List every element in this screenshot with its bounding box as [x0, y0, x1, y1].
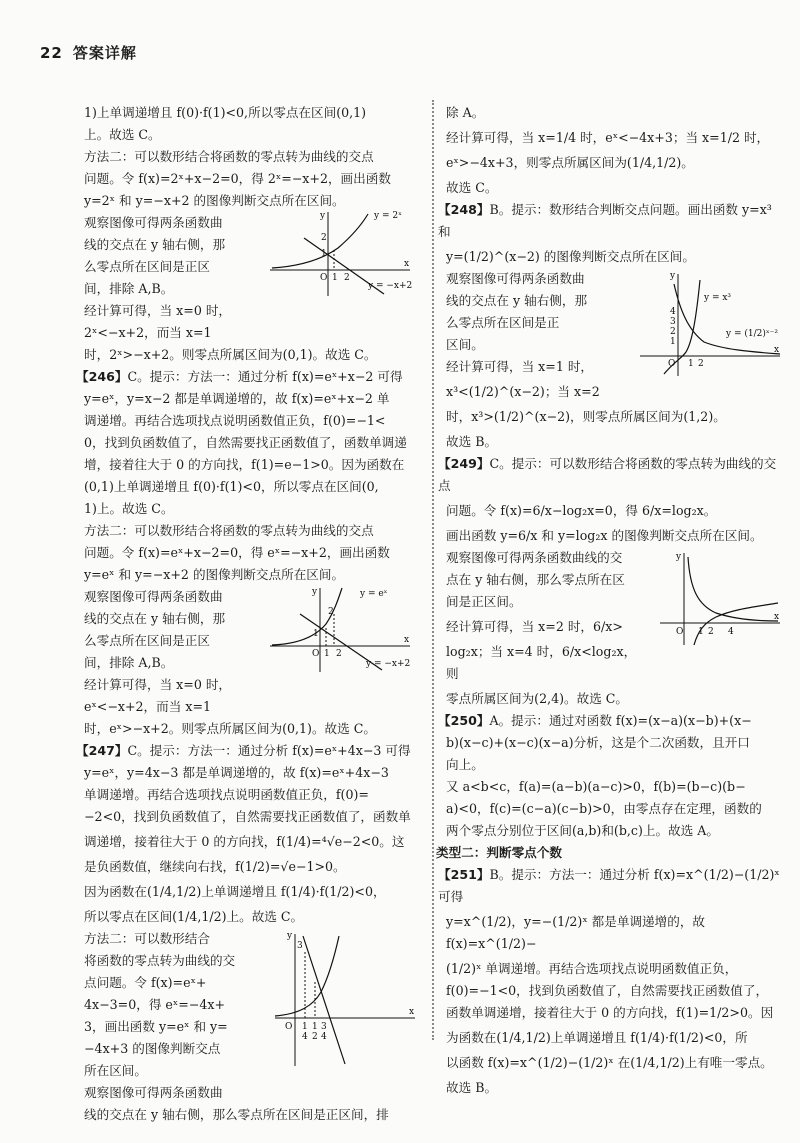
- figure-block-249: [446, 547, 782, 710]
- text-line: A。提示：通过对函数 f(x)=(x−a)(x−b)+(x−: [489, 713, 752, 728]
- text-line: 问题。令 f(x)=eˣ+x−2=0，得 eˣ=−x+2，画出函数: [84, 545, 390, 560]
- text-line: y=(1/2)^(x−2) 的图像判断交点所在区间。: [446, 249, 695, 264]
- graph-2x: [264, 208, 414, 298]
- tick-label: 2: [312, 1032, 318, 1042]
- section-heading: 类型二：判断零点个数: [436, 845, 562, 860]
- text-line: 调递增。再结合选项找点说明函数值正负，f(0)=−1<: [84, 413, 386, 428]
- text-line: 问题。令 f(x)=6/x−log₂x=0，得 6/x=log₂x。: [446, 503, 717, 518]
- text-line: y=eˣ，y=x−2 都是单调递增的，故 f(x)=eˣ+x−2 单: [84, 391, 390, 406]
- text-line: 1)上单调递增且 f(0)·f(1)<0,所以零点在区间(0,1): [84, 105, 367, 120]
- y-axis-label: y: [676, 552, 682, 562]
- x-axis-label: x: [404, 259, 410, 269]
- question-number: 【246】: [76, 369, 128, 384]
- text-line: −4x+3 的图像判断交点: [84, 1041, 221, 1056]
- text-line: 为函数在(1/4,1/2)上单调递增且 f(1/4)·f(1/2)<0，所: [446, 1030, 748, 1045]
- text-line: 问题。令 f(x)=2ˣ+x−2=0，得 2ˣ=−x+2，画出函数: [84, 171, 391, 186]
- tick-label: 1: [302, 1022, 308, 1032]
- text-line: C。提示：可以数形结合将函数的零点转为曲线的交点: [438, 456, 777, 493]
- figure-block-245: [84, 212, 422, 366]
- tick-label: 4: [302, 1032, 308, 1042]
- text-line: 故选 C。: [446, 180, 498, 195]
- column-divider: [432, 100, 434, 1040]
- text-line: 除 A。: [446, 105, 485, 120]
- x-axis-label: x: [409, 1007, 415, 1017]
- text-line: 观察图像可得两条函数曲: [84, 1085, 223, 1100]
- text-line: y=x^(1/2)，y=−(1/2)ˣ 都是单调递增的，故 f(x)=x^(1/2)−: [446, 914, 706, 951]
- tick-label: 4: [321, 1032, 327, 1042]
- text-line: 经计算可得，当 x=2 时，6/x>: [446, 619, 623, 634]
- text-line: eˣ>−4x+3，则零点所属区间为(1/4,1/2)。: [446, 155, 694, 170]
- y-axis-label: y: [670, 271, 676, 281]
- text-line: 将函数的零点转为曲线的交: [84, 953, 236, 968]
- text-line: eˣ<−x+2，而当 x=1: [84, 699, 212, 714]
- question-250: [438, 710, 782, 732]
- tick-label: 1: [698, 627, 704, 637]
- text-line: b)(x−c)+(x−c)(x−a)分析，这是个二次函数，且开口: [446, 735, 750, 750]
- text-line: 2ˣ<−x+2，而当 x=1: [84, 325, 212, 340]
- text-line: 方法二：可以数形结合将函数的零点转为曲线的交点: [84, 523, 374, 538]
- tick-label: 1: [312, 1022, 318, 1032]
- text-line: 单调递增。再结合选项找点说明函数值正负，f(0)=: [84, 787, 369, 802]
- y-axis-label: y: [312, 587, 318, 597]
- text-line: 上。故选 C。: [84, 127, 161, 142]
- origin-label: O: [668, 359, 676, 369]
- text-line: a)<0，f(c)=(c−a)(c−b)>0，由零点存在定理，函数的: [446, 801, 762, 816]
- tick-label: 3: [670, 317, 676, 327]
- text-line: 所以零点在区间(1/4,1/2)上。故选 C。: [84, 909, 304, 924]
- y-axis-label: y: [320, 211, 326, 221]
- text-line: C。提示：方法一：通过分析 f(x)=eˣ+4x−3 可得: [127, 743, 411, 758]
- tick-label: 1: [313, 629, 319, 639]
- text-line: 又 a<b<c，f(a)=(a−b)(a−c)>0，f(b)=(b−c)(b−: [446, 779, 746, 794]
- page-header: [40, 42, 137, 63]
- text-line: 点问题。令 f(x)=eˣ+: [84, 975, 207, 990]
- line-label: y = −x+2: [368, 281, 413, 291]
- text-line: 以函数 f(x)=x^(1/2)−(1/2)ˣ 在(1/4,1/2)上有唯一零点。: [446, 1055, 773, 1070]
- right-column: [436, 102, 782, 1099]
- text-line: 函数单调递增，接着往大于 0 的方向找，f(1)=1/2>0。因: [446, 1005, 774, 1020]
- text-line: 4x−3=0，得 eˣ=−4x+: [84, 997, 225, 1012]
- text-line: 观察图像可得两条函数曲: [84, 215, 223, 230]
- text-line: 时，2ˣ>−x+2。则零点所属区间为(0,1)。故选 C。: [84, 347, 377, 362]
- question-number: 【250】: [438, 713, 490, 728]
- text-line: 零点所属区间为(2,4)。故选 C。: [446, 691, 629, 706]
- text-line: 是负函数值，继续向右找，f(1/2)=√e−1>0。: [84, 859, 346, 874]
- tick-label: 2: [670, 327, 676, 337]
- tick-label: 2: [336, 649, 342, 659]
- question-248: [438, 199, 782, 243]
- tick-label: 1: [688, 359, 694, 369]
- question-246: [76, 366, 422, 388]
- text-line: 间，排除 A,B。: [84, 655, 174, 670]
- tick-label: 1: [670, 337, 676, 347]
- text-line: 观察图像可得两条函数曲: [84, 589, 223, 604]
- x-axis-label: x: [774, 612, 780, 622]
- text-line: f(0)=−1<0，找到负函数值了，自然需要找正函数值了，: [446, 983, 769, 998]
- tick-label: 2: [344, 273, 350, 283]
- tick-label: 4: [670, 307, 676, 317]
- text-line: 向上。: [446, 757, 484, 772]
- text-line: x³<(1/2)^(x−2)；当 x=2: [446, 384, 600, 399]
- text-line: 观察图像可得两条函数曲线的交: [446, 550, 623, 565]
- text-line: 线的交点在 y 轴右侧，那: [84, 237, 226, 252]
- graph-6x-log2x: [654, 549, 784, 649]
- curve-label: y = eˣ: [360, 589, 388, 599]
- tick-label: 2: [708, 627, 714, 637]
- origin-label: O: [320, 273, 328, 283]
- tick-label: 4: [728, 627, 734, 637]
- curve-label: y = 2ˣ: [374, 211, 402, 221]
- page-number: 22: [40, 44, 63, 62]
- origin-label: O: [312, 649, 320, 659]
- text-line: 所在区间。: [84, 1063, 147, 1078]
- curve-label: y = (1/2)ˣ⁻²: [726, 329, 779, 339]
- text-line: 经计算可得，当 x=1/4 时，eˣ<−4x+3；当 x=1/2 时，: [446, 130, 770, 145]
- text-line: 两个零点分别位于区间(a,b)和(b,c)上。故选 A。: [446, 823, 719, 838]
- text-line: −2<0，找到负函数值了，自然需要找正函数值了，函数单: [84, 809, 411, 824]
- text-line: 经计算可得，当 x=0 时，: [84, 303, 232, 318]
- question-number: 【251】: [438, 867, 490, 882]
- text-line: 点在 y 轴右侧，那么零点所在区: [446, 572, 625, 587]
- figure-block-246: [84, 586, 422, 740]
- text-line: log₂x；当 x=4 时，6/x<log₂x，则: [446, 644, 637, 681]
- graph-ex-4x: [269, 930, 419, 1070]
- question-number: 【248】: [438, 202, 490, 217]
- text-line: 经计算可得，当 x=0 时，: [84, 677, 232, 692]
- text-line: 线的交点在 y 轴右侧，那: [446, 293, 588, 308]
- text-line: (0,1)上单调递增且 f(0)·f(1)<0，所以零点在区间(0,: [84, 479, 379, 494]
- figure-block-247: [84, 928, 422, 1126]
- text-line: y=2ˣ 和 y=−x+2 的图像判断交点所在区间。: [84, 193, 345, 208]
- tick-label: 1: [321, 249, 327, 259]
- text-line: 时，x³>(1/2)^(x−2)，则零点所属区间为(1,2)。: [446, 409, 726, 424]
- x-axis-label: x: [774, 345, 780, 355]
- text-line: 么零点所在区间是正区: [84, 259, 210, 274]
- origin-label: O: [285, 1022, 293, 1032]
- text-line: 因为函数在(1/4,1/2)上单调递增且 f(1/4)·f(1/2)<0，: [84, 884, 386, 899]
- text-line: y=eˣ 和 y=−x+2 的图像判断交点所在区间。: [84, 567, 345, 582]
- text-line: 线的交点在 y 轴右侧，那: [84, 611, 226, 626]
- text-line: B。提示：方法一：通过分析 f(x)=x^(1/2)−(1/2)ˣ 可得: [438, 867, 780, 904]
- question-number: 【249】: [438, 456, 490, 471]
- graph-x3: [634, 270, 784, 380]
- tick-label: 3: [297, 941, 303, 951]
- left-column: [76, 102, 422, 1126]
- page-title: 答案详解: [72, 44, 137, 62]
- text-line: 方法二：可以数形结合: [84, 931, 210, 946]
- text-line: 么零点所在区间是正区: [84, 633, 210, 648]
- tick-label: 3: [321, 1022, 327, 1032]
- figure-block-248: [446, 268, 782, 453]
- text-line: 间是正区间。: [446, 594, 522, 609]
- text-line: 故选 B。: [446, 1080, 498, 1095]
- text-line: 时，eˣ>−x+2。则零点所属区间为(0,1)。故选 C。: [84, 721, 376, 736]
- text-line: 画出函数 y=6/x 和 y=log₂x 的图像判断交点所在区间。: [446, 528, 763, 543]
- text-line: 线的交点在 y 轴右侧，那么零点所在区间是正区间，排: [84, 1107, 389, 1122]
- text-line: 么零点所在区间是正: [446, 315, 560, 330]
- text-line: 方法二：可以数形结合将函数的零点转为曲线的交点: [84, 149, 374, 164]
- text-line: B。提示：数形结合判断交点问题。画出函数 y=x³ 和: [438, 202, 772, 239]
- text-line: (1/2)ˣ 单调递增。再结合选项找点说明函数值正负，: [446, 961, 738, 976]
- text-line: 经计算可得，当 x=1 时，: [446, 359, 594, 374]
- text-line: C。提示：方法一：通过分析 f(x)=eˣ+x−2 可得: [127, 369, 403, 384]
- tick-label: 2: [321, 233, 327, 243]
- text-line: 观察图像可得两条函数曲: [446, 271, 585, 286]
- tick-label: 1: [324, 649, 330, 659]
- text-line: 增，接着往大于 0 的方向找，f(1)=e−1>0。因为函数在: [84, 457, 405, 472]
- line-label: y = −x+2: [366, 659, 411, 669]
- y-axis-label: y: [287, 931, 293, 941]
- text-line: 区间。: [446, 337, 484, 352]
- curve-label: y = x³: [704, 293, 732, 303]
- tick-label: 1: [332, 273, 338, 283]
- tick-label: 2: [698, 359, 704, 369]
- text-line: 调递增，接着往大于 0 的方向找，f(1/4)=⁴√e−2<0。这: [84, 834, 405, 849]
- text-line: 0，找到负函数值了，自然需要找正函数值了，函数单调递: [84, 435, 407, 450]
- tick-label: 2: [328, 607, 334, 617]
- graph-ex: [264, 584, 414, 674]
- text-line: y=eˣ，y=4x−3 都是单调递增的，故 f(x)=eˣ+4x−3: [84, 765, 389, 780]
- question-number: 【247】: [76, 743, 128, 758]
- text-line: 故选 B。: [446, 434, 498, 449]
- text-line: 3，画出函数 y=eˣ 和 y=: [84, 1019, 228, 1034]
- question-247: [76, 740, 422, 762]
- text-line: 间，排除 A,B。: [84, 281, 174, 296]
- x-axis-label: x: [404, 635, 410, 645]
- text-line: 1)上。故选 C。: [84, 501, 174, 516]
- question-251: [438, 864, 782, 908]
- origin-label: O: [676, 627, 684, 637]
- question-249: [438, 453, 782, 497]
